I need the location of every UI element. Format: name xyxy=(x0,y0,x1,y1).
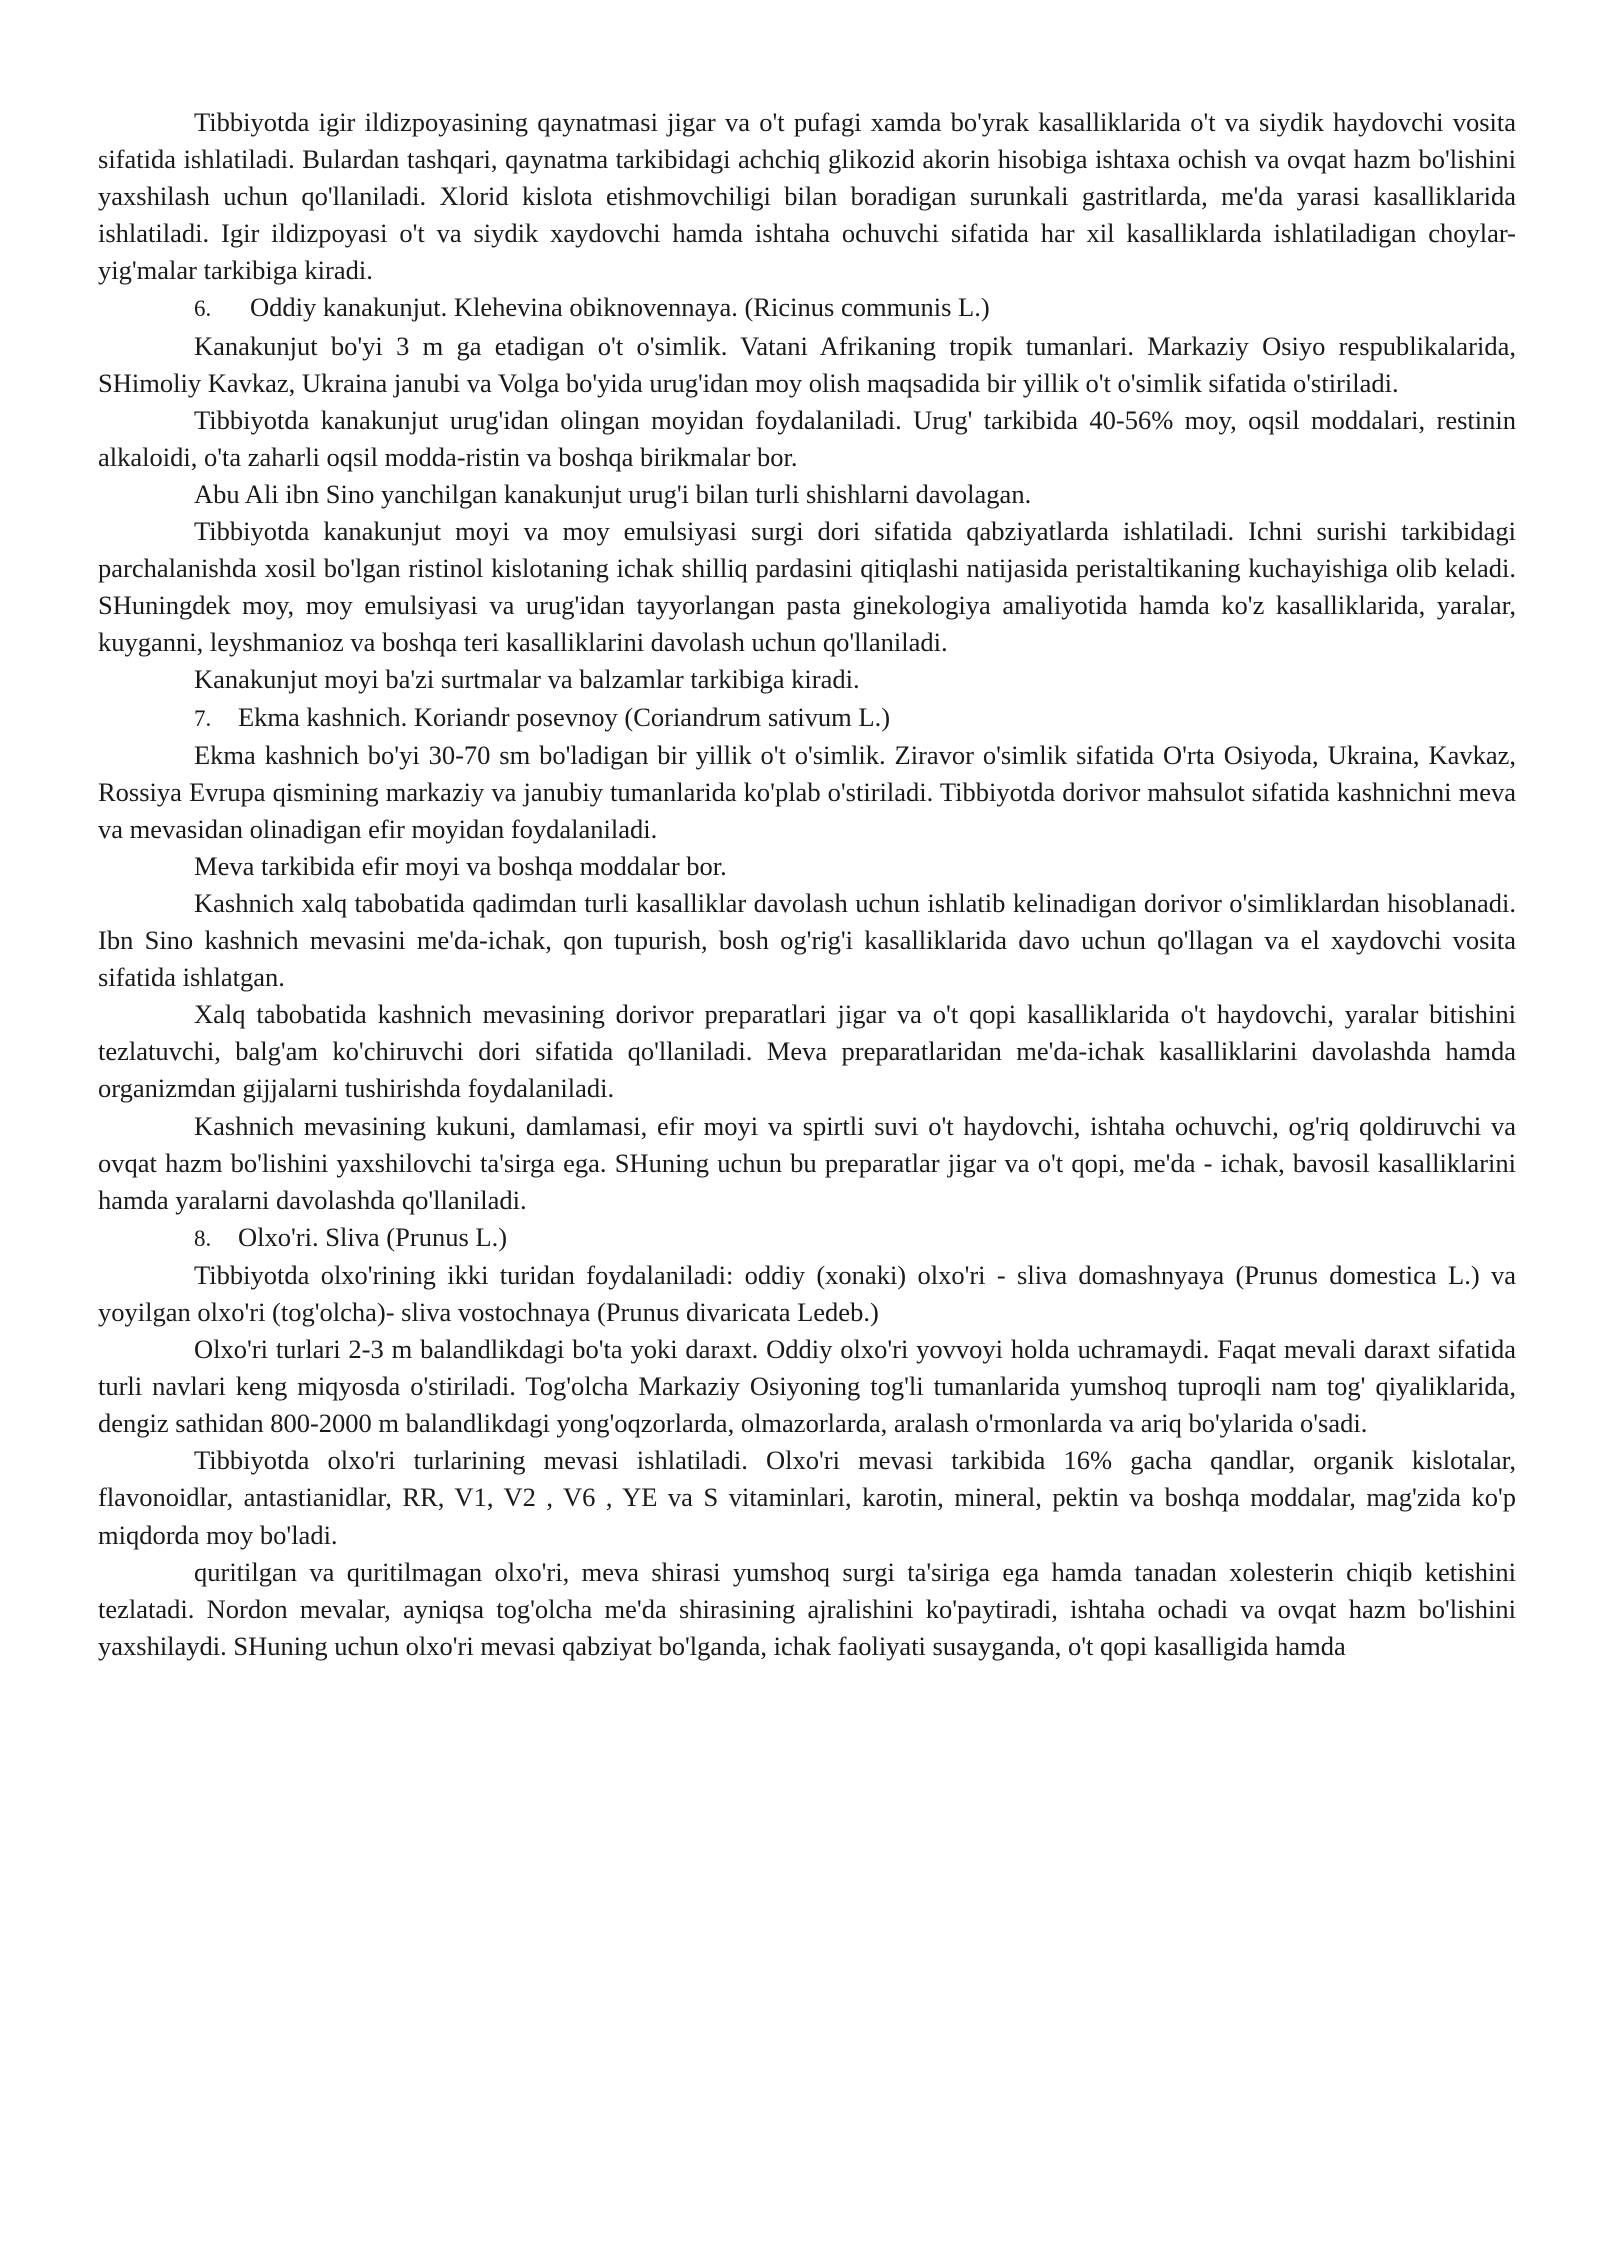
section-number: 7. xyxy=(194,705,212,731)
section-number: 8. xyxy=(194,1225,212,1251)
section-heading-olxori xyxy=(98,1219,1516,1257)
section-title: Ekma kashnich. Koriandr posevnoy (Coriandrum sativum L.) xyxy=(238,701,891,732)
paragraph-kashnich-description: Ekma kashnich bo'yi 30-70 sm bo'ladigan bir yillik o't o'simlik. Ziravor o'simlik sifatida O'rta Osiyoda, Ukraina, Kavkaz, Rossiya Evrupa qismining markaziy va janubiy tumanlarida ko'plab o'stiriladi. Tibbiyotda dorivor mahsulot sifatida kashnichni meva va mevasidan olinadigan efir moyidan foydalaniladi. xyxy=(98,739,1516,844)
paragraph-kanakunjut-composition: Tibbiyotda kanakunjut urug'idan olingan moyidan foydalaniladi. Urug' tarkibida 40-56% moy, oqsil moddalari, restinin alkaloidi, o'ta zaharli oqsil modda-ristin va boshqa birikmalar bor. xyxy=(98,404,1516,472)
paragraph-kanakunjut-balms: Kanakunjut moyi ba'zi surtmalar va balzamlar tarkibiga kiradi. xyxy=(194,664,860,695)
paragraph-olxori-effects: quritilgan va quritilmagan olxo'ri, meva shirasi yumshoq surgi ta'siriga ega hamda tanadan xolesterin chiqib ketishini tezlatadi. Nordon mevalar, ayniqsa tog'olcha me'da shirasining ajralishini ko'paytiradi, ishtaha ochadi va ovqat hazm bo'lishini yaxshilaydi. SHuning uchun olxo'ri mevasi qabziyat bo'lganda, ichak faoliyati susayganda, o't qopi kasalligida hamda xyxy=(98,1556,1516,1661)
section-heading-kanakunjut xyxy=(98,289,1516,327)
paragraph-olxori-description: Olxo'ri turlari 2-3 m balandlikdagi bo'ta yoki daraxt. Oddiy olxo'ri yovvoyi holda uchramaydi. Faqat mevali daraxt sifatida turli navlari keng miqyosda o'stiriladi. Tog'olcha Markaziy Osiyoning tog'li tumanlarida yumshoq tuproqli nam tog' qiyaliklarida, dengiz sathidan 800-2000 m balandlikdagi yong'oqzorlarda, olmazorlarda, aralash o'rmonlarda va ariq bo'ylarida o'sadi. xyxy=(98,1334,1516,1439)
section-title: Olxo'ri. Sliva (Prunus L.) xyxy=(238,1221,508,1252)
document-page xyxy=(98,104,1516,1665)
paragraph-kashnich-effects: Kashnich mevasining kukuni, damlamasi, efir moyi va spirtli suvi o't haydovchi, ishtaha ochuvchi, og'riq qoldiruvchi va ovqat hazm bo'lishini yaxshilovchi ta'sirga ega. SHuning uchun bu preparatlar jigar va o't qopi, me'da - ichak, bavosil kasalliklarini hamda yaralarni davolashda qo'llaniladi. xyxy=(98,1110,1516,1215)
paragraph-kanakunjut-description: Kanakunjut bo'yi 3 m ga etadigan o't o'simlik. Vatani Afrikaning tropik tumanlari. Markaziy Osiyo respublikalarida, SHimoliy Kavkaz, Ukraina janubi va Volga bo'yida urug'idan moy olish maqsadida bir yillik o't o'simlik sifatida o'stiriladi. xyxy=(98,330,1516,398)
section-title: Oddiy kanakunjut. Klehevina obiknovennaya. (Ricinus communis L.) xyxy=(250,292,990,323)
section-heading-kashnich xyxy=(98,699,1516,737)
section-number: 6. xyxy=(194,296,212,322)
paragraph-kashnich-composition: Meva tarkibida efir moyi va boshqa moddalar bor. xyxy=(194,850,727,881)
paragraph-kashnich-preparations: Xalq tabobatida kashnich mevasining dorivor preparatlari jigar va o't qopi kasalliklarida o't haydovchi, yaralar bitishini tezlatuvchi, balg'am ko'chiruvchi dori sifatida qo'llaniladi. Meva preparatlaridan me'da-ichak kasalliklarini davolashda hamda organizmdan gijjalarni tushirishda foydalaniladi. xyxy=(98,999,1516,1104)
paragraph-olxori-composition: Tibbiyotda olxo'ri turlarining mevasi ishlatiladi. Olxo'ri mevasi tarkibida 16% gacha qandlar, organik kislotalar, flavonoidlar, antastianidlar, RR, V1, V2 , V6 , YE va S vitaminlari, karotin, mineral, pektin va boshqa moddalar, mag'zida ko'p miqdorda moy bo'ladi. xyxy=(98,1445,1516,1550)
paragraph-kanakunjut-usage: Tibbiyotda kanakunjut moyi va moy emulsiyasi surgi dori sifatida qabziyatlarda ishlatiladi. Ichni surishi tarkibidagi parchalanishda xosil bo'lgan ristinol kislotaning ichak shilliq pardasini qitiqlashi natijasida peristaltikaning kuchayishiga olib keladi. SHuningdek moy, moy emulsiyasi va urug'idan tayyorlangan pasta ginekologiya amaliyotida hamda ko'z kasalliklarida, yaralar, kuyganni, leyshmanioz va boshqa teri kasalliklarini davolash uchun qo'llaniladi. xyxy=(98,516,1516,658)
paragraph-kashnich-folk-medicine: Kashnich xalq tabobatida qadimdan turli kasalliklar davolash uchun ishlatib kelinadigan dorivor o'simliklardan hisoblanadi. Ibn Sino kashnich mevasini me'da-ichak, qon tupurish, bosh og'rig'i kasalliklarida davo uchun qo'llagan va el xaydovchi vosita sifatida ishlatgan. xyxy=(98,887,1516,993)
paragraph-igir-usage: Tibbiyotda igir ildizpoyasining qaynatmasi jigar va o't pufagi xamda bo'yrak kasalliklarida o't va siydik haydovchi vosita sifatida ishlatiladi. Bulardan tashqari, qaynatma tarkibidagi achchiq glikozid akorin hisobiga ishtaxa ochish va ovqat hazm bo'lishini yaxshilash uchun qo'llaniladi. Xlorid kislota etishmovchiligi bilan boradigan surunkali gastritlarda, me'da yarasi kasalliklarida ishlatiladi. Igir ildizpoyasi o't va siydik xaydovchi hamda ishtaha ochuvchi sifatida har xil kasalliklarda ishlatiladigan choylar-yig'malar tarkibiga kiradi. xyxy=(98,107,1516,286)
paragraph-ibn-sino-kanakunjut: Abu Ali ibn Sino yanchilgan kanakunjut urug'i bilan turli shishlarni davolagan. xyxy=(194,478,1032,509)
paragraph-olxori-species: Tibbiyotda olxo'rining ikki turidan foydalaniladi: oddiy (xonaki) olxo'ri - sliva domashnyaya (Prunus domestica L.) va yoyilgan olxo'ri (tog'olcha)- sliva vostochnaya (Prunus divaricata Ledeb.) xyxy=(98,1259,1516,1327)
